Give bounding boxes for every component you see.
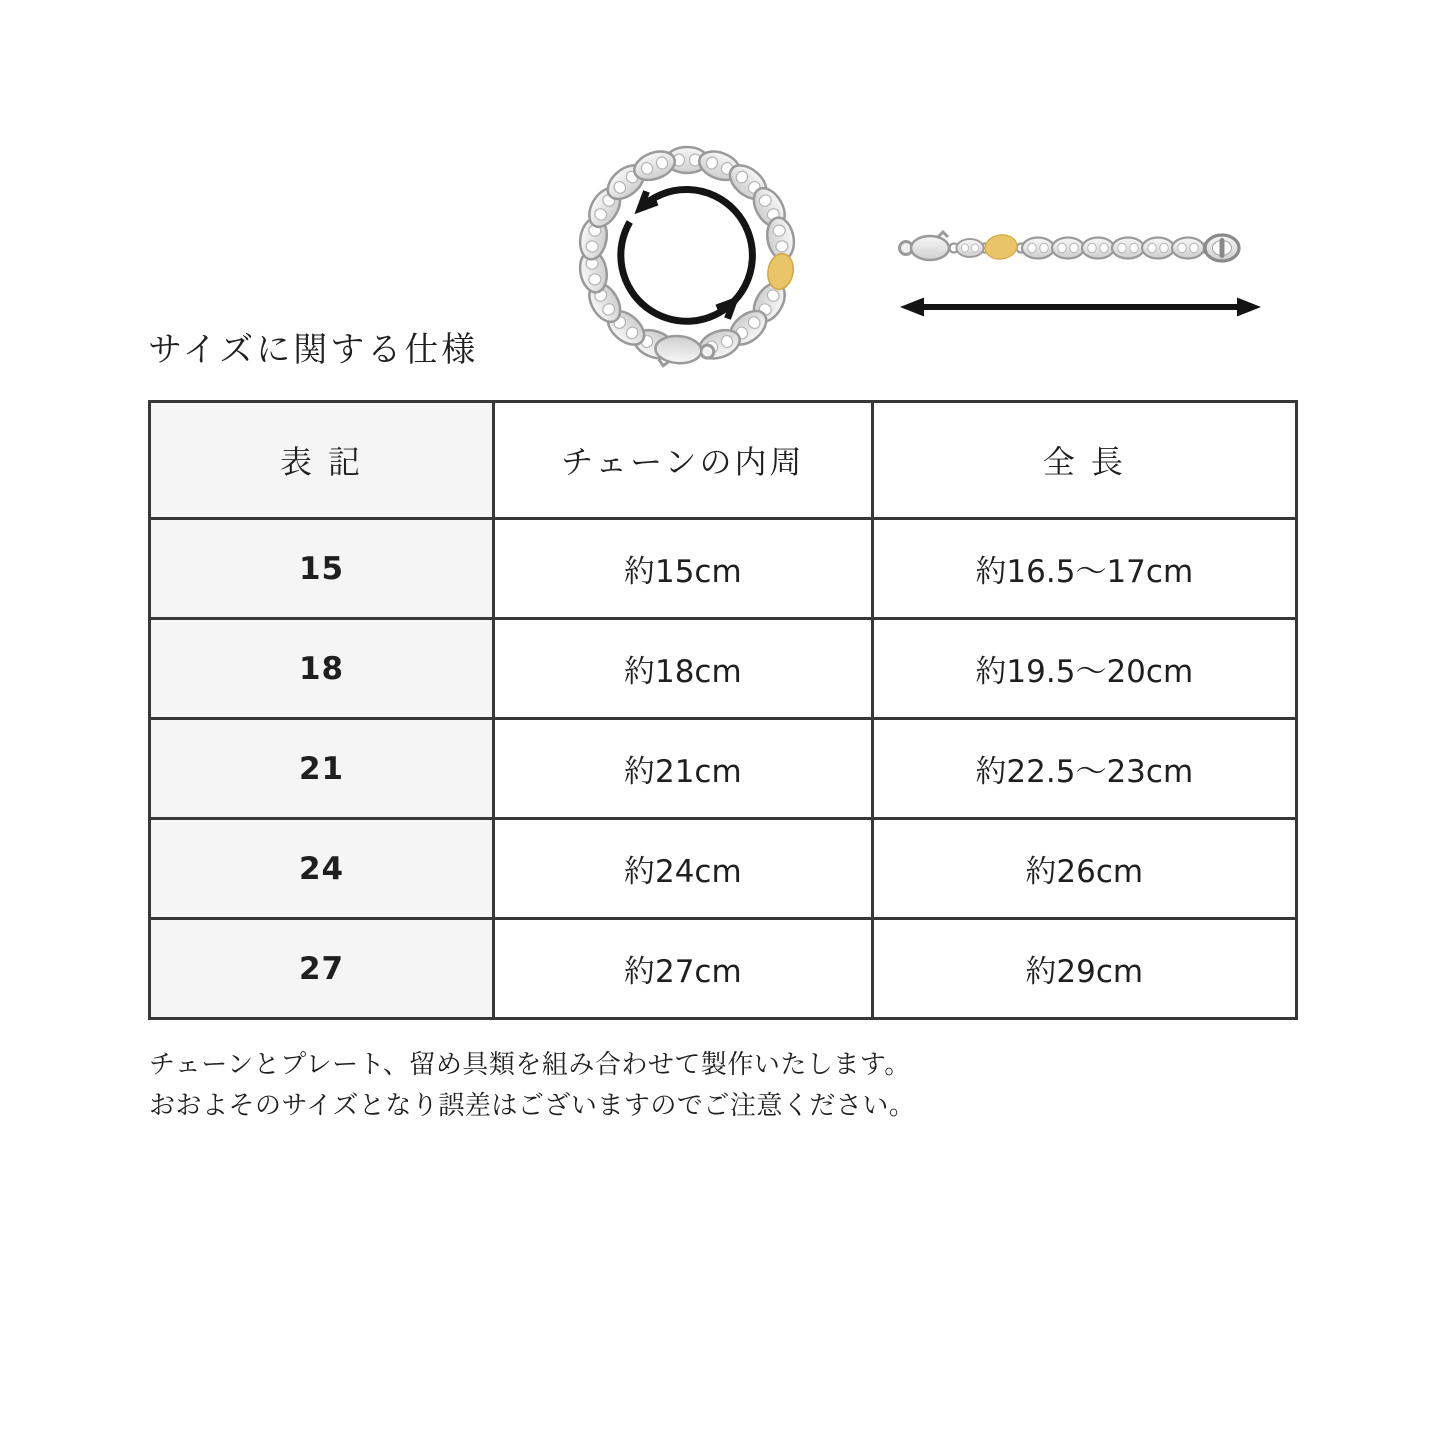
size-notation: 24 [150, 819, 494, 919]
table-row [150, 819, 1297, 919]
table-row [150, 619, 1297, 719]
page-title: サイズに関する仕様 [148, 330, 479, 370]
size-notation: 18 [150, 619, 494, 719]
inner-circumference-value: 約15cm [494, 519, 873, 619]
table-row [150, 919, 1297, 1019]
chain-ring [577, 146, 797, 369]
total-length-value: 約22.5〜23cm [872, 719, 1296, 819]
bracelet-circle-diagram [552, 133, 822, 383]
table-header-row [150, 402, 1297, 519]
inner-circumference-value: 約27cm [494, 919, 873, 1019]
size-notation: 21 [150, 719, 494, 819]
straight-chain [900, 232, 1240, 261]
footnote-line-1: チェーンとプレート、留め具類を組み合わせて製作いたします。 [149, 1050, 911, 1080]
col-header-total-length: 全 長 [872, 402, 1296, 519]
gold-plate-icon [983, 233, 1018, 261]
lobster-clasp-icon [900, 232, 950, 260]
total-length-arrow-icon [900, 298, 1261, 317]
inner-circumference-value: 約18cm [494, 619, 873, 719]
inner-circumference-value: 約21cm [494, 719, 873, 819]
bracelet-length-diagram [888, 212, 1276, 328]
table-row [150, 719, 1297, 819]
col-header-inner-circumference: チェーンの内周 [494, 402, 873, 519]
table-row [150, 519, 1297, 619]
inner-circumference-arrow-icon [621, 190, 753, 322]
total-length-value: 約26cm [872, 819, 1296, 919]
col-header-notation: 表 記 [150, 402, 494, 519]
total-length-value: 約29cm [872, 919, 1296, 1019]
total-length-value: 約16.5〜17cm [872, 519, 1296, 619]
size-notation: 27 [150, 919, 494, 1019]
size-notation: 15 [150, 519, 494, 619]
footnotes [149, 1045, 915, 1127]
total-length-value: 約19.5〜20cm [872, 619, 1296, 719]
size-table [148, 400, 1298, 1020]
inner-circumference-value: 約24cm [494, 819, 873, 919]
end-link [1205, 235, 1239, 261]
footnote-line-2: おおよそのサイズとなり誤差はございますのでご注意ください。 [149, 1091, 916, 1121]
